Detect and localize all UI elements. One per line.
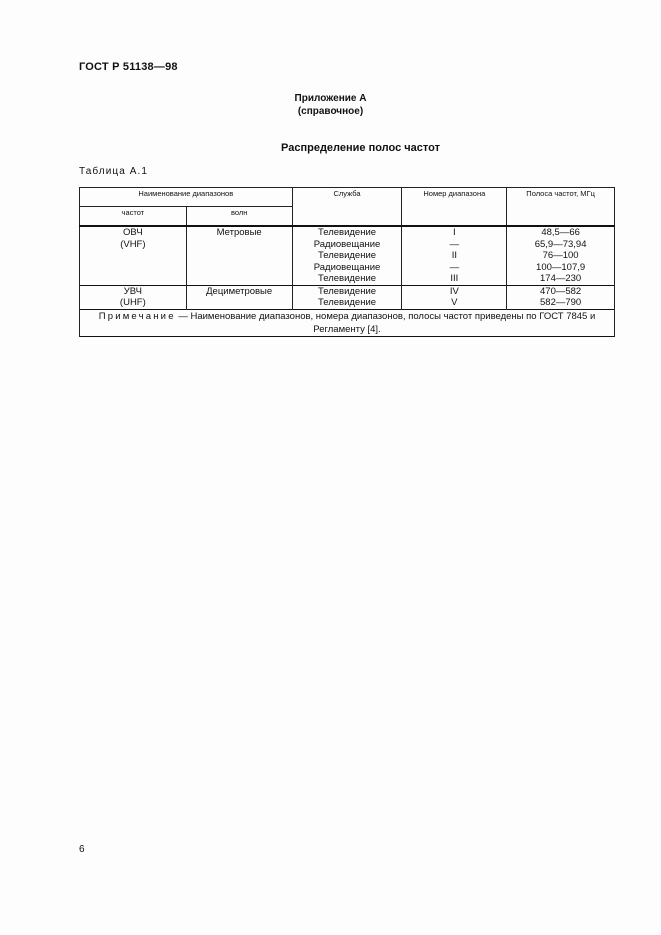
- wave-name-cell: [186, 226, 292, 285]
- band-number: II: [451, 250, 457, 261]
- frequency-band: 100—107,9: [536, 261, 586, 273]
- service: Телевидение: [317, 297, 377, 308]
- wave-name-cell: [186, 285, 292, 309]
- service-cell: [292, 226, 402, 285]
- frequency-band-cell: [507, 226, 615, 285]
- service: Телевидение: [317, 227, 377, 238]
- header-band-name: Наименование диапазонов: [80, 188, 293, 207]
- header-service: Служба: [292, 188, 402, 227]
- service: Телевидение: [317, 250, 377, 261]
- band-number-cell: [402, 285, 507, 309]
- appendix-subtitle: (справочное): [297, 106, 364, 117]
- band-number: III: [450, 273, 459, 284]
- frequency-band: 174—230: [540, 273, 582, 284]
- table-note-row: [80, 309, 615, 336]
- freq-name-en: (UHF): [119, 297, 146, 308]
- frequency-band: 582—790: [540, 297, 582, 308]
- document-code: ГОСТ Р 51138—98: [79, 61, 178, 73]
- appendix-heading: [0, 92, 661, 118]
- page-number: 6: [79, 844, 85, 855]
- frequency-band: 76—100: [542, 250, 579, 261]
- wave-name: Дециметровые: [206, 285, 273, 297]
- service: Радиовещание: [313, 238, 381, 250]
- table-row: [80, 226, 615, 285]
- service: Радиовещание: [313, 261, 381, 273]
- header-band-number: Номер диапазона: [402, 188, 507, 227]
- service: Телевидение: [317, 273, 377, 284]
- table-row: [80, 285, 615, 309]
- band-number-cell: [402, 226, 507, 285]
- band-number: I: [453, 227, 456, 238]
- freq-name-cell: [80, 226, 187, 285]
- frequency-band-cell: [507, 285, 615, 309]
- frequency-band: 470—582: [540, 285, 582, 297]
- header-frequencies: частот: [80, 207, 187, 227]
- service-cell: [292, 285, 402, 309]
- header-frequency-band: Полоса частот, МГц: [507, 188, 615, 227]
- section-title: Распределение полос частот: [281, 142, 440, 154]
- appendix-title: Приложение А: [294, 93, 367, 104]
- wave-name: Метровые: [216, 227, 262, 238]
- freq-name-cell: [80, 285, 187, 309]
- band-number: —: [449, 261, 460, 273]
- frequency-band: 65,9—73,94: [534, 238, 587, 250]
- note-text: — Наименование диапазонов, номера диапазонов, полосы частот приведены по ГОСТ 7845 и Регламенту [4].: [175, 310, 596, 335]
- frequency-table: [79, 187, 615, 337]
- table-header-row: [80, 188, 615, 207]
- band-number: V: [451, 297, 458, 308]
- freq-name: УВЧ: [123, 285, 142, 297]
- table-label: Таблица А.1: [79, 166, 149, 177]
- freq-name-en: (VHF): [120, 238, 146, 250]
- band-number: IV: [449, 285, 459, 297]
- header-waves: волн: [186, 207, 292, 227]
- service: Телевидение: [317, 285, 377, 297]
- frequency-band: 48,5—66: [541, 227, 580, 238]
- band-number: —: [449, 238, 460, 250]
- note-lead: Примечание: [98, 310, 176, 322]
- freq-name: ОВЧ: [123, 227, 143, 238]
- table-note: [80, 309, 615, 336]
